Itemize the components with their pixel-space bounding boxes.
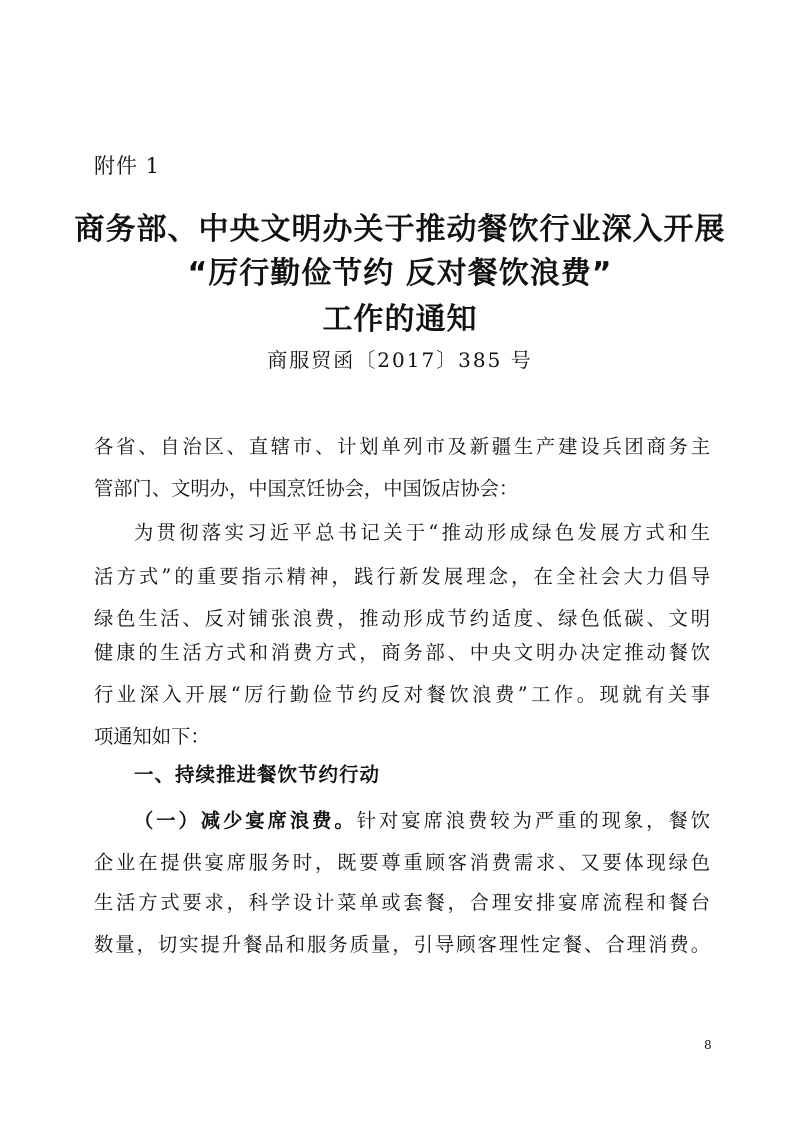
item-1-line-2: 企业在提供宴席服务时，既要尊重顾客消费需求、又要体现绿色 [94, 851, 710, 874]
intro-line-2: 活方式”的重要指示精神，践行新发展理念，在全社会大力倡导 [94, 565, 710, 588]
title-line-1: 商务部、中央文明办关于推动餐饮行业深入开展 [74, 212, 726, 247]
item-1-line-1 [134, 806, 710, 836]
item-1-line-3: 生活方式要求，科学设计菜单或套餐，合理安排宴席流程和餐台 [94, 891, 710, 914]
item-1-line-4: 数量，切实提升餐品和服务质量，引导顾客理性定餐、合理消费。 [94, 933, 710, 956]
intro-line-1: 为贯彻落实习近平总书记关于“推动形成绿色发展方式和生 [134, 521, 710, 544]
recipients-line-2: 管部门、文明办，中国烹饪协会，中国饭店协会： [94, 477, 519, 500]
recipients-line-1: 各省、自治区、直辖市、计划单列市及新疆生产建设兵团商务主 [94, 435, 710, 458]
item-1-line-1-text: 针对宴席浪费较为严重的现象，餐饮 [356, 809, 710, 832]
intro-line-6: 项通知如下： [94, 725, 210, 748]
intro-line-4: 健康的生活方式和消费方式，商务部、中央文明办决定推动餐饮 [94, 641, 710, 664]
section-heading: 一、持续推进餐饮节约行动 [134, 763, 381, 786]
page-number: 8 [704, 1038, 712, 1052]
title-line-3: 工作的通知 [322, 302, 478, 337]
item-1-heading: （一）减少宴席浪费。 [134, 809, 357, 832]
title-line-2: “厉行勤俭节约 反对餐饮浪费” [187, 256, 613, 291]
document-number: 商服贸函〔2017〕385 号 [267, 348, 533, 372]
attachment-label: 附件 1 [94, 154, 161, 178]
intro-line-3: 绿色生活、反对铺张浪费，推动形成节约适度、绿色低碳、文明 [94, 607, 710, 630]
intro-line-5: 行业深入开展“厉行勤俭节约反对餐饮浪费”工作。现就有关事 [94, 683, 710, 706]
